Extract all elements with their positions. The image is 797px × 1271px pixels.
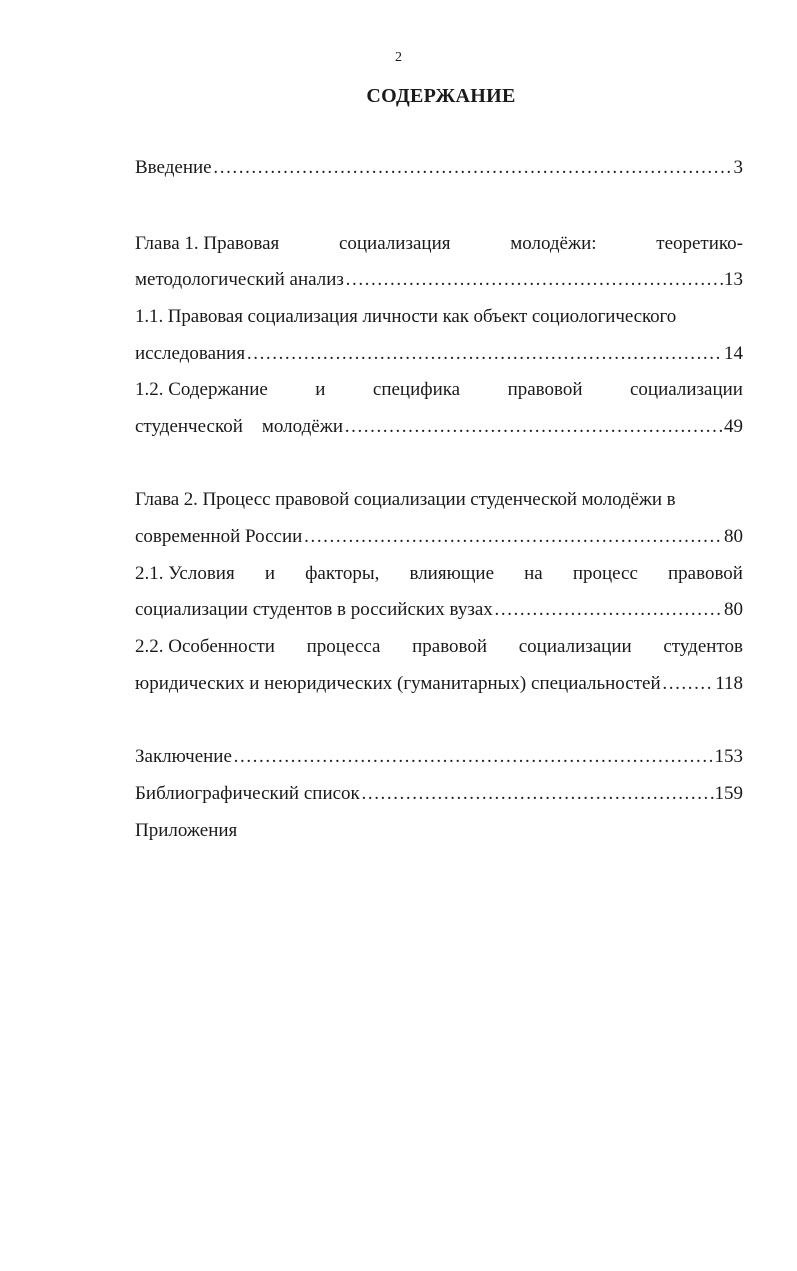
toc-word: 2.2. Особенности — [135, 636, 275, 657]
toc-word: 1.2. Содержание — [135, 379, 268, 400]
toc-word: молодёжи: — [510, 233, 597, 254]
dot-leader — [233, 743, 714, 771]
toc-section-1-1-continuation[interactable] — [135, 340, 743, 368]
toc-entry-intro[interactable] — [135, 154, 743, 182]
toc-entry-page: 14 — [724, 343, 743, 364]
toc-chapter-1-continuation[interactable] — [135, 266, 743, 294]
toc-section-1-2-continuation[interactable] — [135, 413, 743, 441]
toc-entry-appendices[interactable]: Приложения — [135, 820, 238, 841]
toc-entry-label: исследования — [135, 343, 246, 364]
toc-entry-page: 80 — [724, 599, 743, 620]
dot-leader — [662, 670, 715, 698]
toc-word: правовой — [668, 563, 743, 584]
toc-word: факторы, — [305, 563, 380, 584]
toc-section-1-2-heading[interactable] — [135, 376, 743, 404]
toc-entry-label: Библиографический список — [135, 783, 360, 804]
toc-entry-page: 80 — [724, 526, 743, 547]
toc-entry-page: 13 — [724, 269, 743, 290]
toc-section-2-1-continuation[interactable] — [135, 596, 743, 624]
toc-word: социализации — [629, 379, 743, 400]
dot-leader — [494, 596, 723, 624]
toc-entry-label: Введение — [135, 157, 212, 178]
toc-word: влияющие — [409, 563, 495, 584]
toc-word: процесса — [306, 636, 381, 657]
toc-entry-page: 3 — [733, 157, 743, 178]
dot-leader — [361, 780, 714, 808]
toc-entry-page: 159 — [714, 783, 743, 804]
toc-entry-label: студенческой молодёжи — [135, 416, 343, 437]
toc-section-2-2-continuation[interactable] — [135, 670, 743, 698]
toc-entry-page: 153 — [714, 746, 743, 767]
toc-entry-label: методологический анализ — [135, 269, 344, 290]
toc-word: студентов — [663, 636, 743, 657]
toc-word: и — [264, 563, 275, 584]
toc-word: Глава 1. Правовая — [135, 233, 280, 254]
toc-entry-page: 49 — [724, 416, 743, 437]
toc-entry-label: социализации студентов в российских вузах — [135, 599, 493, 620]
toc-word: социализация — [338, 233, 451, 254]
toc-chapter-2-heading[interactable]: Глава 2. Процесс правовой социализации студенческой молодёжи в — [135, 489, 676, 510]
toc-word: и — [315, 379, 326, 400]
toc-section-2-2-heading[interactable] — [135, 633, 743, 661]
toc-section-2-1-heading[interactable] — [135, 560, 743, 588]
toc-word: теоретико- — [656, 233, 743, 254]
toc-entry-conclusion[interactable] — [135, 743, 743, 771]
toc-word: процесс — [572, 563, 638, 584]
toc-section-1-1-heading[interactable]: 1.1. Правовая социализация личности как объект социологического — [135, 306, 677, 327]
dot-leader — [345, 266, 723, 294]
dot-leader — [303, 523, 723, 551]
toc-entry-bibliography[interactable] — [135, 780, 743, 808]
toc-entry-label: Заключение — [135, 746, 232, 767]
dot-leader — [344, 413, 723, 441]
toc-word: 2.1. Условия — [135, 563, 235, 584]
toc-entry-label: юридических и неюридических (гуманитарных) специальностей — [135, 673, 661, 694]
page-number: 2 — [395, 50, 402, 65]
toc-word: специфика — [372, 379, 461, 400]
toc-entry-page: 118 — [715, 673, 743, 694]
toc-entry-label: современной России — [135, 526, 303, 547]
toc-word: правовой — [412, 636, 488, 657]
dot-leader — [246, 340, 723, 368]
page-title: СОДЕРЖАНИЕ — [366, 85, 516, 107]
dot-leader — [213, 154, 733, 182]
toc-word: социализации — [518, 636, 632, 657]
toc-chapter-2-continuation[interactable] — [135, 523, 743, 551]
toc-word: на — [524, 563, 543, 584]
toc-word: правовой — [507, 379, 583, 400]
toc-chapter-1-heading[interactable] — [135, 230, 743, 258]
